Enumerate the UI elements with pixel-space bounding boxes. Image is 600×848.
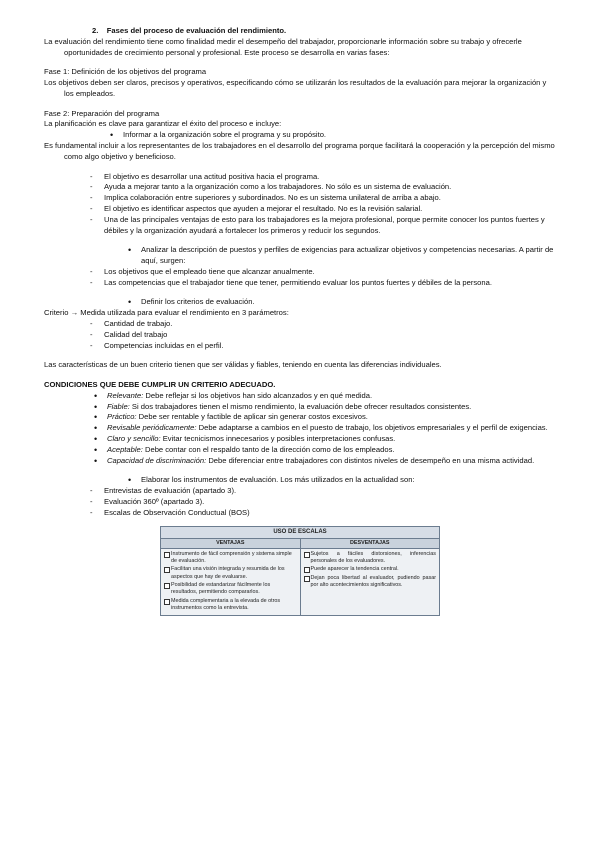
list-item: - Una de las principales ventajas de esto para los trabajadores es la mejora profesional, porque permite conocer los puntos fuertes y débiles y la organización ayudará a fortalecer los primeros y reducir los segundos.: [90, 215, 556, 237]
list-item: Medida complementaria a la elevada de otros instrumentos como la entrevista.: [164, 598, 297, 613]
list-item: • Definir los criterios de evaluación.: [128, 297, 556, 308]
criterio-params: [90, 319, 556, 351]
list-item: - Cantidad de trabajo.: [90, 319, 556, 330]
condition-term: Práctico:: [107, 412, 137, 422]
instruments-list: [90, 486, 556, 518]
phase2-bullets-3: [128, 297, 556, 308]
table-title: USO DE ESCALAS: [161, 527, 440, 538]
list-item: [94, 434, 556, 445]
condition-text: Debe ser rentable y factible de aplicar sin generar costos excesivos.: [136, 412, 368, 422]
condition-term: Revisable periódicamente:: [107, 423, 197, 433]
caracteristicas-paragraph: Las características de un buen criterio tienen que ser válidas y fiables, teniendo en cuenta las diferencias individuales.: [44, 360, 442, 370]
ventajas-cell: [161, 548, 301, 615]
scales-table: [160, 526, 440, 616]
phase2-lead: La planificación es clave para garantizar el éxito del proceso e incluye:: [44, 119, 282, 129]
condition-term: Capacidad de discriminación:: [107, 455, 207, 465]
phase1-body: Los objetivos deben ser claros, precisos y operativos, especificando cómo se utilizarán los resultados de la evaluación para mejorar la organización y los empleados.: [44, 78, 547, 98]
list-item: [94, 402, 556, 413]
list-item: - Los objetivos que el empleado tiene que alcanzar anualmente.: [90, 267, 556, 278]
list-item: [94, 456, 556, 467]
instruments-bullet: [128, 475, 556, 486]
conditions-list: [94, 391, 556, 466]
conditions-title: CONDICIONES QUE DEBE CUMPLIR UN CRITERIO ADECUADO.: [44, 380, 276, 390]
list-item: • Elaborar los instrumentos de evaluación. Los más utilizados en la actualidad son:: [128, 475, 556, 486]
condition-text: Evitar tecnicismos innecesarios y posibles interpretaciones confusas.: [160, 434, 396, 443]
section-heading: [92, 26, 556, 37]
phase2-title: Fase 2: Preparación del programa: [44, 108, 160, 118]
list-item: - Implica colaboración entre superiores y subordinados. No es un sistema unilateral de arriba a abajo.: [90, 193, 556, 204]
table-row: [161, 548, 440, 615]
criterio-line: Criterio → Medida utilizada para evaluar el rendimiento en 3 parámetros:: [44, 308, 289, 318]
column-header-ventajas: VENTAJAS: [161, 538, 301, 548]
list-item: - Competencias incluidas en el perfil.: [90, 341, 556, 352]
list-item: • Informar a la organización sobre el programa y su propósito.: [110, 130, 556, 141]
phase2-dash-list-2: [90, 267, 556, 289]
list-item: - El objetivo es identificar aspectos que ayuden a mejorar el resultado. No es la revisión salarial.: [90, 204, 556, 215]
list-item: - Calidad del trabajo: [90, 330, 556, 341]
scales-table-wrapper: [160, 526, 440, 616]
section-title: Fases del proceso de evaluación del rendimiento.: [106, 26, 287, 35]
list-item: [94, 445, 556, 456]
list-item: - Las competencias que el trabajador tiene que tener, permitiendo evaluar los puntos fuertes y débiles de la persona.: [90, 278, 556, 289]
list-item: Posibilidad de estandarizar fácilmente los resultados, permitiendo compararlos.: [164, 582, 297, 597]
desventajas-cell: [300, 548, 440, 615]
list-item: - Escalas de Observación Conductual (BOS): [90, 508, 556, 519]
list-item: - Entrevistas de evaluación (apartado 3).: [90, 486, 556, 497]
list-item: Sujetos a fáciles distorsiones, inferencias personales de los evaluadores.: [304, 551, 437, 566]
condition-term: Relevante:: [107, 390, 144, 400]
phase2-paragraph: Es fundamental incluir a los representantes de los trabajadores en el desarrollo del programa porque facilitará la cooperación y la percepción del mismo como algo objetivo y beneficioso.: [44, 141, 555, 161]
list-item: Instrumento de fácil comprensión y sistema simple de evaluación.: [164, 551, 297, 566]
list-item: - El objetivo es desarrollar una actitud positiva hacia el programa.: [90, 172, 556, 183]
intro-paragraph: La evaluación del rendimiento tiene como finalidad medir el desempeño del trabajador, proporcionarle información sobre su trabajo y ofrecerle oportunidades de crecimiento personal y profesional. Este proceso se desarrolla en varias fases:: [44, 36, 522, 57]
condition-text: Debe contar con el respaldo tanto de la dirección como de los empleados.: [142, 444, 395, 454]
phase2-dash-list: [90, 172, 556, 237]
phase1-title: Fase 1: Definición de los objetivos del programa: [44, 67, 207, 77]
condition-text: Debe reflejar si los objetivos han sido alcanzados y en qué medida.: [143, 390, 373, 400]
phase2-bullets-2: [128, 245, 556, 267]
phase2-bullets-1: [110, 130, 556, 141]
condition-term: Fiable:: [107, 401, 130, 411]
list-item: • Analizar la descripción de puestos y perfiles de exigencias para actualizar objetivos y competencias necesarias. A partir de aquí, surgen:: [128, 245, 556, 267]
condition-term: Aceptable:: [107, 444, 143, 454]
condition-text: Si dos trabajadores tienen el mismo rendimiento, la evaluación debe ofrecer resultados consistentes.: [129, 401, 472, 411]
column-header-desventajas: DESVENTAJAS: [300, 538, 440, 548]
list-item: [94, 391, 556, 402]
list-item: [94, 412, 556, 423]
condition-text: Debe diferenciar entre trabajadores con distintos niveles de desempeño en una misma actividad.: [206, 455, 535, 465]
condition-text: Debe adaptarse a cambios en el puesto de trabajo, los objetivos empresariales y el perfil de exigencias.: [196, 423, 548, 433]
list-item: Puede aparecer la tendencia central.: [304, 566, 437, 573]
list-item: [94, 423, 556, 434]
list-item: - Evaluación 360º (apartado 3).: [90, 497, 556, 508]
list-item: Facilitan una visión integrada y resumida de los aspectos que hay de evaluarse.: [164, 566, 297, 581]
list-item: - Ayuda a mejorar tanto a la organización como a los trabajadores. No sólo es un sistema de evaluación.: [90, 182, 556, 193]
list-item: Dejan poca libertad al evaluador, pudiendo pasar por alto acontecimientos significativos.: [304, 575, 437, 590]
condition-term: Claro y sencillo:: [107, 434, 161, 443]
section-number: 2.: [92, 26, 99, 35]
